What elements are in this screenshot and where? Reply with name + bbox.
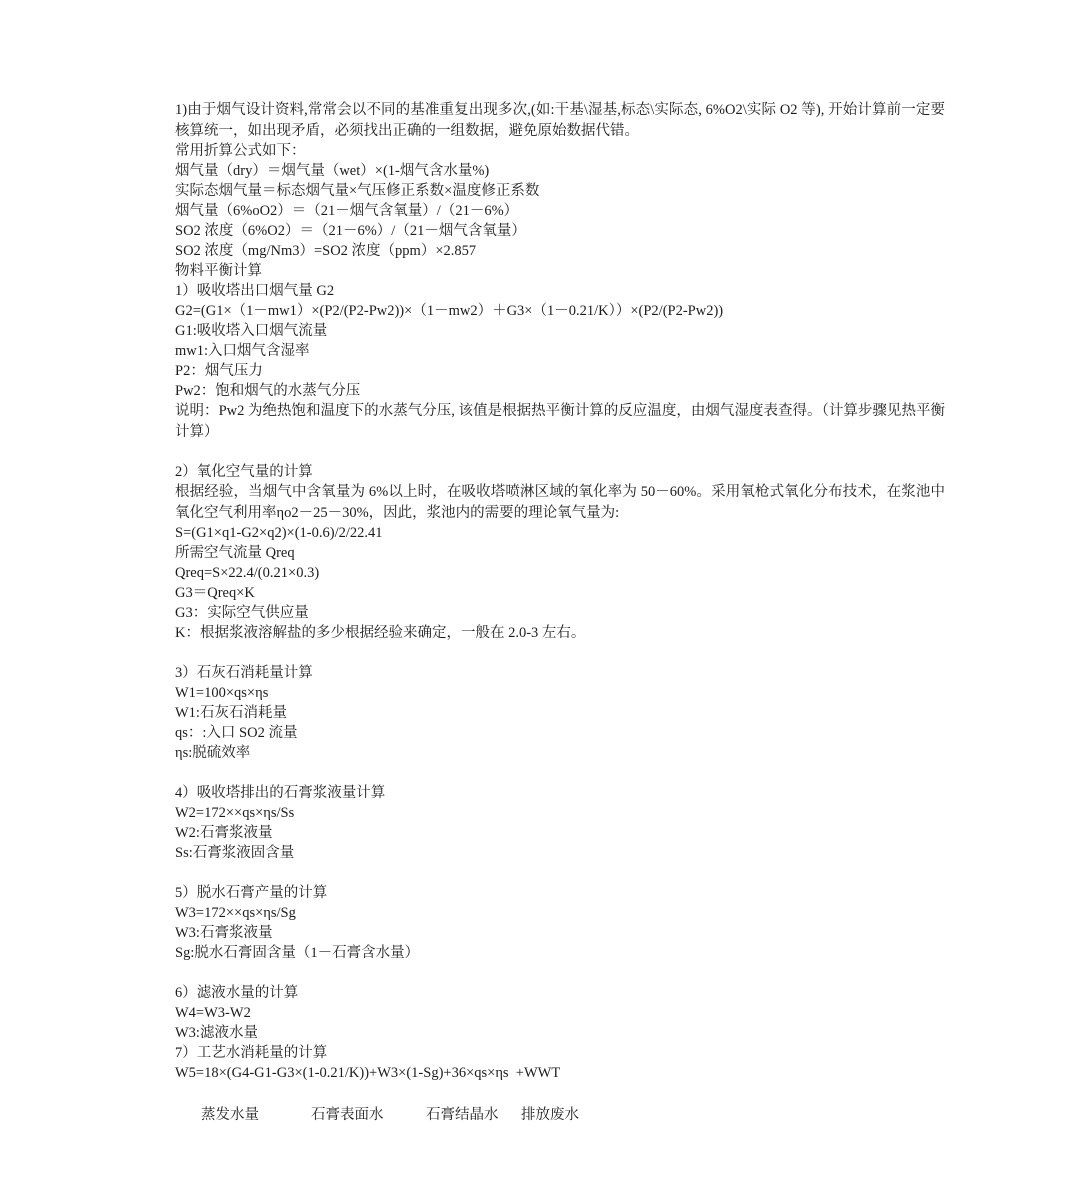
section1-line: G2=(G1×（1－mw1）×(P2/(P2-Pw2))×（1－mw2）＋G3×（1－0.21/K））×(P2/(P2-Pw2)) <box>175 303 724 319</box>
section4-line: W2:石膏浆液量 <box>175 825 273 841</box>
footnote-item-gypsum-surface-water: 石膏表面水 <box>311 1107 384 1123</box>
section6-heading: 6）滤液水量的计算 <box>175 985 299 1001</box>
section5-line: W3=172××qs×ηs/Sg <box>175 905 296 921</box>
intro-paragraph: 1)由于烟气设计资料,常常会以不同的基准重复出现多次,(如:干基\湿基,标态\实际态, 6%O2\实际 O2 等), 开始计算前一定要核算统一，如出现矛盾，必须找出正确的一组数据，避免原始数据代错。 <box>175 102 945 139</box>
section1-line: G1:吸收塔入口烟气流量 <box>175 323 328 339</box>
section4-line: W2=172××qs×ηs/Ss <box>175 805 295 821</box>
material-balance-heading: 物料平衡计算 <box>175 263 262 279</box>
section3-line: W1=100×qs×ηs <box>175 685 269 701</box>
formula-line: 烟气量（dry）＝烟气量（wet）×(1-烟气含水量%) <box>175 163 490 179</box>
footnote-item-gypsum-crystal-water: 石膏结晶水 <box>426 1107 499 1123</box>
spacer <box>175 963 945 983</box>
formula-line: 实际态烟气量＝标态烟气量×气压修正系数×温度修正系数 <box>175 183 540 199</box>
section3-line: ηs:脱硫效率 <box>175 745 251 761</box>
footnote-row <box>175 1105 945 1125</box>
section5-line: Sg:脱水石膏固含量（1－石膏含水量） <box>175 945 420 961</box>
section3-heading: 3）石灰石消耗量计算 <box>175 665 313 681</box>
section2-line: K：根据浆液溶解盐的多少根据经验来确定，一般在 2.0-3 左右。 <box>175 625 586 641</box>
section2-line: G3：实际空气供应量 <box>175 605 309 621</box>
section1-line: mw1:入口烟气含湿率 <box>175 343 310 359</box>
section2-line: S=(G1×q1-G2×q2)×(1-0.6)/2/22.41 <box>175 525 383 541</box>
section5-heading: 5）脱水石膏产量的计算 <box>175 885 328 901</box>
section2-line: 所需空气流量 Qreq <box>175 545 295 561</box>
footnote-item-evaporated-water: 蒸发水量 <box>201 1107 259 1123</box>
section1-heading: 1）吸收塔出口烟气量 G2 <box>175 283 335 299</box>
section1-line: P2：烟气压力 <box>175 363 263 379</box>
spacer <box>175 763 945 783</box>
section3-line: qs：:入口 SO2 流量 <box>175 725 298 741</box>
spacer <box>175 643 945 663</box>
section7-line: W5=18×(G4-G1-G3×(1-0.21/K))+W3×(1-Sg)+36×qs×ηs +WWT <box>175 1065 561 1081</box>
footnote-item-waste-water: 排放废水 <box>521 1107 579 1123</box>
section1-note: 说明：Pw2 为绝热饱和温度下的水蒸气分压, 该值是根据热平衡计算的反应温度，由烟气湿度表查得。（计算步骤见热平衡计算） <box>175 403 945 440</box>
section4-line: Ss:石膏浆液固含量 <box>175 845 295 861</box>
section1-line: Pw2：饱和烟气的水蒸气分压 <box>175 383 361 399</box>
section6-line: W4=W3-W2 <box>175 1005 251 1021</box>
spacer <box>175 442 945 462</box>
formula-line: SO2 浓度（6%O2）＝（21－6%）/（21－烟气含氧量） <box>175 223 526 239</box>
section7-heading: 7）工艺水消耗量的计算 <box>175 1045 328 1061</box>
section6-line: W3:滤液水量 <box>175 1025 258 1041</box>
section2-paragraph: 根据经验，当烟气中含氧量为 6%以上时，在吸收塔喷淋区域的氧化率为 50－60%。采用氧枪式氧化分布技术，在浆池中氧化空气利用率ηo2－25－30%，因此，浆池内的需要的理论氧气量为: <box>175 484 945 521</box>
section4-heading: 4）吸收塔排出的石膏浆液量计算 <box>175 785 386 801</box>
section5-line: W3:石膏浆液量 <box>175 925 273 941</box>
formula-line: 烟气量（6%oO2）＝（21－烟气含氧量）/（21－6%） <box>175 203 519 219</box>
section2-line: G3＝Qreq×K <box>175 585 255 601</box>
common-formula-heading: 常用折算公式如下： <box>175 143 306 159</box>
section2-heading: 2）氧化空气量的计算 <box>175 464 313 480</box>
section2-line: Qreq=S×22.4/(0.21×0.3) <box>175 565 320 581</box>
formula-line: SO2 浓度（mg/Nm3）=SO2 浓度（ppm）×2.857 <box>175 243 477 259</box>
section3-line: W1:石灰石消耗量 <box>175 705 287 721</box>
spacer <box>175 863 945 883</box>
document-body <box>175 100 945 1125</box>
